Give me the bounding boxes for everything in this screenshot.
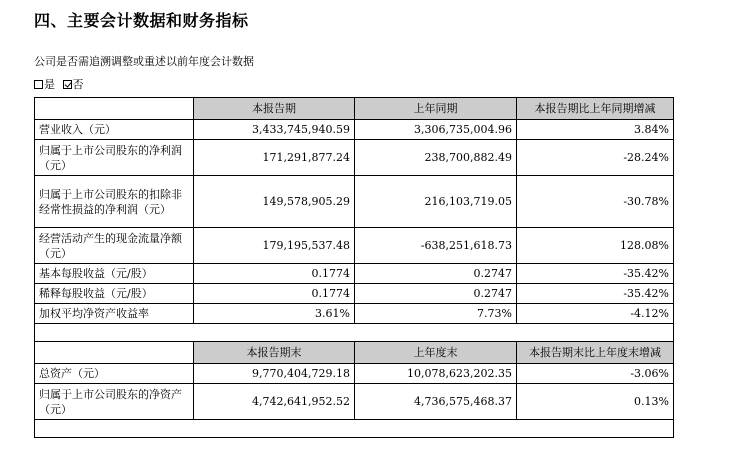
row-label: 基本每股收益（元/股） bbox=[35, 264, 194, 284]
row-current: 3.61% bbox=[194, 304, 355, 324]
table-row bbox=[35, 176, 674, 228]
table-row bbox=[35, 384, 674, 420]
row-prior: 0.2747 bbox=[355, 264, 517, 284]
row-label: 归属于上市公司股东的净利润（元） bbox=[35, 140, 194, 176]
header-prior-year-end: 上年度末 bbox=[355, 342, 517, 364]
row-change: 3.84% bbox=[517, 120, 674, 140]
option-yes-label: 是 bbox=[44, 78, 55, 91]
table-row bbox=[35, 364, 674, 384]
checkbox-checked-icon[interactable] bbox=[63, 80, 72, 89]
row-change: -4.12% bbox=[517, 304, 674, 324]
table-row bbox=[35, 264, 674, 284]
header-period-change: 本报告期比上年同期增减 bbox=[517, 98, 674, 120]
row-current: 0.1774 bbox=[194, 284, 355, 304]
row-label: 总资产（元） bbox=[35, 364, 194, 384]
header-prior-period: 上年同期 bbox=[355, 98, 517, 120]
row-change: 128.08% bbox=[517, 228, 674, 264]
header-blank bbox=[35, 98, 194, 120]
row-label: 加权平均净资产收益率 bbox=[35, 304, 194, 324]
row-prior: 238,700,882.49 bbox=[355, 140, 517, 176]
row-current: 149,578,905.29 bbox=[194, 176, 355, 228]
row-current: 9,770,404,729.18 bbox=[194, 364, 355, 384]
row-label: 稀释每股收益（元/股） bbox=[35, 284, 194, 304]
row-prior: 216,103,719.05 bbox=[355, 176, 517, 228]
row-prior: 0.2747 bbox=[355, 284, 517, 304]
row-change: -35.42% bbox=[517, 264, 674, 284]
row-prior: 4,736,575,468.37 bbox=[355, 384, 517, 420]
row-change: -35.42% bbox=[517, 284, 674, 304]
restatement-options bbox=[34, 76, 88, 92]
option-no-label: 否 bbox=[72, 78, 84, 91]
spacer-cell bbox=[35, 324, 674, 342]
row-label: 经营活动产生的现金流量净额（元） bbox=[35, 228, 194, 264]
financial-indicators-table bbox=[34, 97, 674, 438]
section-title: 四、主要会计数据和财务指标 bbox=[34, 11, 249, 30]
restatement-question: 公司是否需追溯调整或重述以前年度会计数据 bbox=[34, 55, 254, 68]
spacer-row bbox=[35, 420, 674, 438]
row-prior: 10,078,623,202.35 bbox=[355, 364, 517, 384]
row-current: 3,433,745,940.59 bbox=[194, 120, 355, 140]
header-current-period: 本报告期 bbox=[194, 98, 355, 120]
spacer-row bbox=[35, 324, 674, 342]
row-change: -30.78% bbox=[517, 176, 674, 228]
option-no[interactable] bbox=[63, 76, 84, 92]
table-row bbox=[35, 228, 674, 264]
row-current: 171,291,877.24 bbox=[194, 140, 355, 176]
row-current: 0.1774 bbox=[194, 264, 355, 284]
table-row bbox=[35, 120, 674, 140]
header-end-change: 本报告期末比上年度末增减 bbox=[517, 342, 674, 364]
checkbox-unchecked-icon[interactable] bbox=[34, 80, 43, 89]
row-label: 归属于上市公司股东的扣除非经常性损益的净利润（元） bbox=[35, 176, 194, 228]
row-current: 4,742,641,952.52 bbox=[194, 384, 355, 420]
row-current: 179,195,537.48 bbox=[194, 228, 355, 264]
table1-header-row bbox=[35, 98, 674, 120]
row-label: 归属于上市公司股东的净资产（元） bbox=[35, 384, 194, 420]
row-prior: -638,251,618.73 bbox=[355, 228, 517, 264]
row-change: -3.06% bbox=[517, 364, 674, 384]
table-row bbox=[35, 140, 674, 176]
row-prior: 3,306,735,004.96 bbox=[355, 120, 517, 140]
header-blank bbox=[35, 342, 194, 364]
row-label: 营业收入（元） bbox=[35, 120, 194, 140]
row-change: 0.13% bbox=[517, 384, 674, 420]
row-prior: 7.73% bbox=[355, 304, 517, 324]
table2-header-row bbox=[35, 342, 674, 364]
row-change: -28.24% bbox=[517, 140, 674, 176]
option-yes[interactable] bbox=[34, 76, 55, 92]
spacer-cell bbox=[35, 420, 674, 438]
table-row bbox=[35, 284, 674, 304]
table-row bbox=[35, 304, 674, 324]
header-current-end: 本报告期末 bbox=[194, 342, 355, 364]
